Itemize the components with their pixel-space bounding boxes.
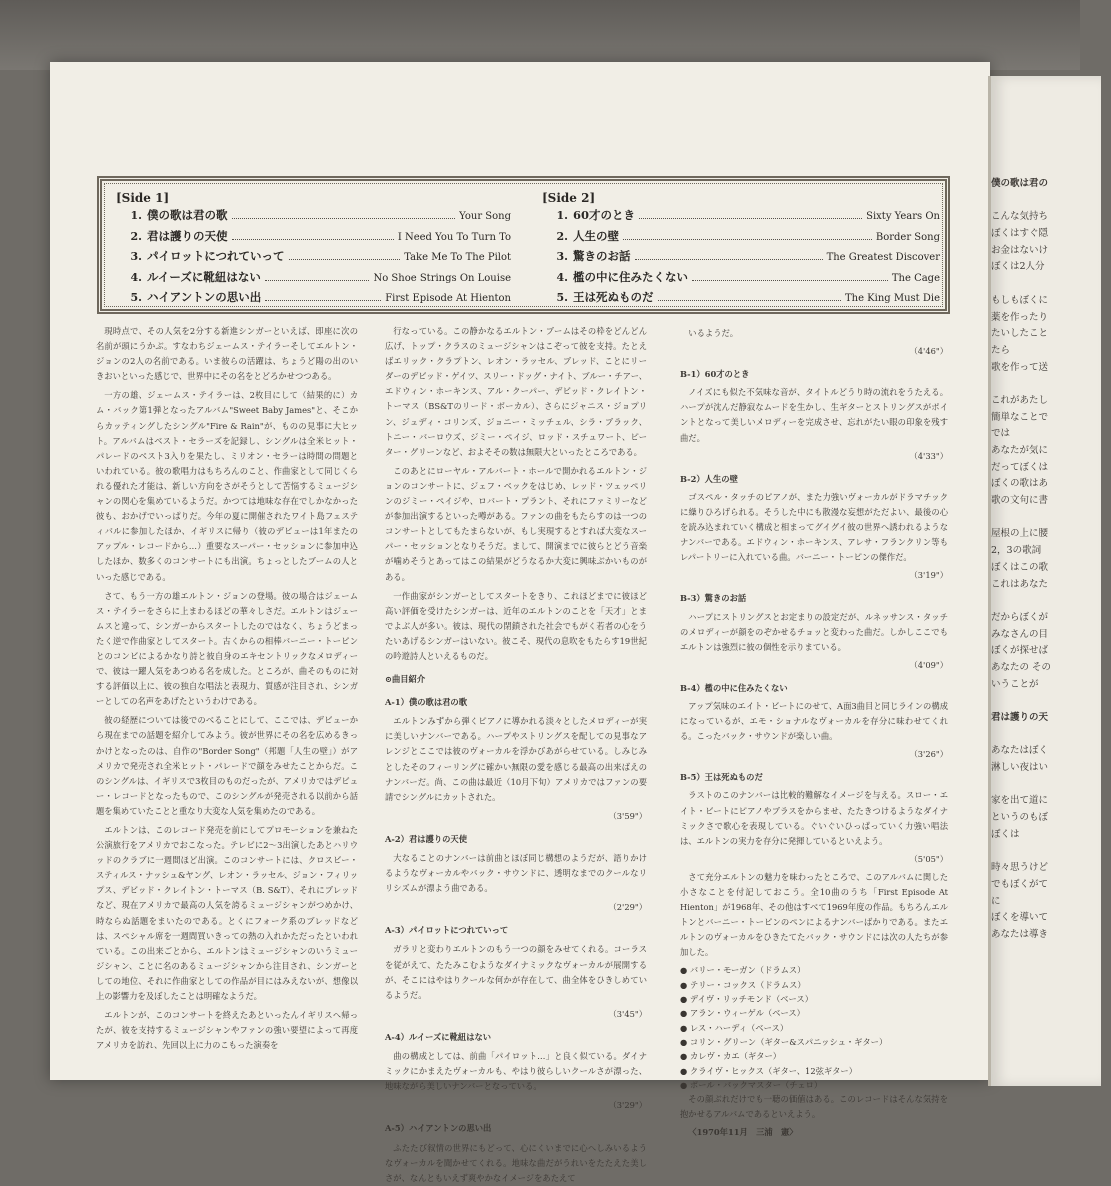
lyric-line: あなたの その — [991, 661, 1052, 673]
lyric-line: お金はないけ — [991, 244, 1049, 256]
lyric-line: でもぼくがて — [991, 878, 1049, 890]
leader-dots — [232, 239, 394, 240]
track-note-text: 曲の構成としては、前曲「パイロット…」と良く似ている。ダイナミックにかまえたヴォーカルも、やはり彼らしいクールさが漂った、地味ながら美しいナンバーとなっている。 — [385, 1051, 647, 1092]
track-title-japanese: 檻の中に住みたくない — [573, 269, 688, 284]
lyric-line: あなたが気に — [991, 445, 1049, 456]
track-note-title: A-1）僕の歌は君の歌 — [385, 697, 468, 708]
track-number: 2. — [556, 229, 568, 243]
track-number: 3. — [556, 250, 568, 263]
musician: ● デイヴ・リッチモンド（ベース） — [680, 992, 948, 1006]
track-note-text: ノイズにも似た不気味な音が、タイトルどうり時の流れをうたえる。ハープが沈んだ静寂なムードを生かし、生ギターとストリングスがポイントとなって美しいメロディーを完成させ、忘れがたい眼の印象を残す曲だ。 — [680, 387, 948, 443]
track-title-english: I Need You To Turn To — [397, 231, 511, 243]
track-row — [542, 248, 940, 269]
paragraph: 一方の雄、ジェームス・テイラーは、2枚目にして（結果的に）カム・バック第1弾となったアルバム"Sweet Baby James"と、そこからカッティングしたシングル"Fire & Rain"が、ものの見事に大ヒット。アルバムはベスト・セラーズを記録し、シングルは全米ヒット・パレードのベスト3入りを果たし、ミリオン・セラーは時間の問題といわれている。彼の歌唱力はもちろんのこと、作曲家として同じくられる優れた才能は、新しい方向をさがそうとして苦悩するミュージシャンの関心を集めているようだ。かつては地味な存在でしかなかった彼も、おかげでいっぱりだ。今年の夏に開催されたワイト島フェスティバルに参加したほか、イギリスに帰り（彼のデビューは1年またのアップル・レコードから…）重要なスーパー・セッションに参加申込したほか、数多くのコンサートにも出演。ちょっとしたブームの人といった感じである。 — [96, 390, 358, 582]
track-title-english: Your Song — [459, 211, 511, 222]
lyric-line: 淋しい夜はい — [991, 762, 1049, 774]
lyric-line: 時々思うけど — [991, 862, 1049, 874]
track-title-japanese: 驚きのお話 — [573, 249, 631, 263]
notes-column-2 — [385, 324, 647, 1183]
lyric-line: いうことが — [991, 678, 1039, 690]
track-title-japanese: パイロットにつれていって — [147, 249, 285, 263]
lyric-line — [991, 276, 1111, 293]
track-title-japanese: 人生の壁 — [573, 228, 619, 243]
track-title-japanese: ルイーズに靴紐はない — [147, 269, 261, 284]
track-duration: （3'26"） — [909, 749, 948, 760]
leader-dots — [692, 280, 888, 281]
paragraph: その顔ぶれだけでも一聴の価値はある。このレコードはそんな気持を抱かせるアルバムであるといえよう。 — [680, 1094, 948, 1120]
musician: ● アラン・ウィーゲル（ベース） — [680, 1006, 948, 1020]
track-duration: （2'29"） — [608, 902, 647, 913]
track-list-box — [97, 176, 950, 314]
lyric-line — [991, 376, 1111, 393]
track-duration: （4'46"） — [909, 346, 948, 357]
track-row — [542, 289, 940, 310]
track-title-japanese: 王は死ぬものだ — [573, 290, 654, 304]
paragraph: このあとにローヤル・アルバート・ホールで開かれるエルトン・ジョンのコンサートに、ジェフ・ベックをはじめ、レッド・ツェッペリンのジミー・ペイジや、ロバート・プラント、それにファミリーなどが参加出演するといった噂がある。ファンの曲をもたらすのは一つのコンサートとしてもたまらないが、もし実現するとすれば大変なスーパー・セッションとなりそうだ。まして、開演までに彼らとどう音楽が噛めそうとあってはこの結果がどうなるか大変に興味ぶかいものがある。 — [385, 465, 647, 582]
lyric-line: ぼくはこの歌 — [991, 561, 1049, 573]
paragraph: 現時点で、その人気を2分する新進シンガーといえば、即座に次の名前が頭にうかぶ。すなわちジェームス・テイラーそしてエルトン・ジョンの2人の名前である。いま彼らの活躍は、ちょうど陽の出のいきおいといった感じで、世界中にその名をとどろかせつつある。 — [96, 326, 358, 382]
lyric-line: 屋根の上に腰 — [991, 528, 1049, 540]
track-note-title: B-2）人生の壁 — [680, 473, 738, 484]
track-title-japanese: 60才のとき — [573, 208, 636, 222]
notes-column-3 — [680, 326, 948, 1138]
leader-dots — [635, 259, 823, 260]
lyric-line: だってぼくは — [991, 461, 1049, 473]
side-2-title: [Side 2] — [542, 191, 596, 205]
track-row — [116, 207, 511, 228]
paragraph: いるようだ。 — [688, 328, 739, 338]
musician: ● カレヴ・カエ（ギター） — [680, 1049, 948, 1063]
track-note-text: ハープにストリングスとお定まりの設定だが、ルネッサンス・タッチのメロディーが顔をのぞかせるチョッと変わった曲だ。しかしここでもエルトンは強烈に彼の個性を示りまている。 — [680, 611, 948, 652]
track-note-title: B-3）驚きのお話 — [680, 593, 747, 604]
lyric-line: ぼくを導いて — [991, 912, 1049, 924]
lyric-line — [991, 727, 1111, 744]
track-duration: （3'45"） — [608, 1008, 647, 1019]
track-duration: （3'29"） — [608, 1100, 647, 1111]
leader-dots — [232, 218, 456, 219]
lyrics-page-edge — [988, 76, 1101, 1086]
track-number: 4. — [556, 270, 568, 284]
lyric-line: 歌の文句に書 — [991, 495, 1049, 507]
notes-column-1 — [96, 324, 358, 1064]
track-note-text: アップ気味のエイト・ビートにのせて、A面3曲目と同じラインの構成になっているが、エモ・ショナルなヴォーカルを存分に味わせてくれる。こったバック・サウンドが楽しい曲。 — [680, 700, 948, 742]
lyric-line: に — [991, 895, 1001, 907]
leader-dots — [265, 280, 370, 281]
track-duration: （3'59"） — [608, 810, 647, 821]
track-note-title: A-2）君は護りの天使 — [385, 833, 468, 844]
track-title-english: First Episode At Hienton — [385, 293, 511, 304]
lyric-line: これがあたし — [991, 394, 1049, 406]
leader-dots — [623, 239, 872, 240]
lyric-line: 薬を作ったり — [991, 311, 1049, 323]
leader-dots — [289, 259, 401, 260]
lyric-line: たら — [991, 344, 1011, 356]
paragraph: 行なっている。この静かなるエルトン・ブームはその枠をどんどん広げ、トップ・クラスのミュージシャンはこぞって彼を支持。たとえばエリック・クラプトン、レオン・ラッセル、ブレッド、ことにリーダーのデビッド・ゲイツ、スリー・ドッグ・ナイト、ブルー・チアー、エドウィン・ホーキンス、アル・クーパー、デビッド・クレイトン・トーマス（BS&Tのリード・ボーカル）、さらにジャニス・ジョプリン、ジュディ・コリンズ、ジョニー・ミッチェル、シラ・ブラック、トニー・バーロウズ、ジミー・ペイジ、ロッド・スチュワート、ピーター・グリーンなど、およそその数は無限大といったところである。 — [385, 326, 647, 457]
track-number: 3. — [130, 250, 142, 263]
lyric-line: 君は護りの天 — [991, 712, 1049, 723]
side-1-title: [Side 1] — [116, 191, 170, 205]
track-number: 2. — [130, 229, 142, 243]
track-row — [542, 207, 940, 228]
lyric-line: ぼくは — [991, 828, 1020, 840]
track-title-english: The King Must Die — [844, 293, 940, 304]
paragraph: エルトンは、このレコード発売を前にしてプロモーションを兼ねた公演旅行をアメリカでおこなった。テレビに2〜3出演したあとハリウッドのクラブに一週間ほど出演。このコンサートには、クロスビー・スティルス・ナッシュ&ヤング、レオン・ラッセル、ジョン・フィリップス、デビッド・クレイトン・トーマス（B. S&T）、それにブレッドなど、現在アメリカで最高の人気を誇るミュージシャンがつめかけ、時ならぬ話題をまいたのである。とくにフォーク系のブレッドなどは、スペシャル席を一週間買いきっての熱の入れかただったといわれている。この出来ごとから、エルトンはミュージシャンのいうミュージシャン、ことに名のあるミュージシャンから注目され、シンガーとしての地位、それに作曲家としての作品が目にはみえないが、想像以上の影響力を及ぼしたことは明確なようだ。 — [96, 825, 358, 1002]
lyric-line — [991, 693, 1111, 710]
track-note-title: A-4）ルイーズに靴紐はない — [385, 1031, 492, 1042]
track-number: 5. — [556, 291, 568, 304]
side-2-tracklist — [542, 191, 940, 310]
track-duration: （4'33"） — [909, 450, 948, 461]
lyric-line: では — [991, 428, 1011, 440]
lyric-line: というのもぼ — [991, 812, 1049, 824]
track-row — [116, 269, 511, 290]
lyric-line: こんな気持ち — [991, 211, 1049, 223]
lyric-line — [991, 777, 1111, 794]
lyric-line: だからぼくが — [991, 611, 1049, 623]
musician: ● バリー・モーガン（ドラムス） — [680, 963, 948, 977]
track-title-english: The Cage — [891, 272, 940, 284]
paragraph: 一作曲家がシンガーとしてスタートをきり、これほどまでに彼ほど高い評価を受けたシンガーは、近年のエルトンのことを「天才」とまでよぶ人が多い。彼は、現代の閉鎖された社会でもがく若者の心をうたいあげるシンガーはいない。彼こそ、現代の息吹をもたらす19世紀の吟遊詩人といえるものだ。 — [385, 590, 647, 661]
track-row — [116, 248, 511, 269]
leader-dots — [639, 218, 862, 219]
track-title-english: Border Song — [875, 231, 940, 243]
track-title-japanese: ハイアントンの思い出 — [147, 290, 262, 304]
lyric-line: ぼくは2人分 — [991, 261, 1045, 273]
lyric-line: 2，3の歌詞 — [991, 545, 1042, 557]
musician: ● レス・ハーディ（ベース） — [680, 1021, 948, 1035]
track-title-english: No Shoe Strings On Louise — [373, 272, 511, 284]
lyric-line: ぼくはすぐ隠 — [991, 228, 1049, 240]
musician: ● コリン・グリーン（ギター&スパニッシュ・ギター） — [680, 1035, 948, 1049]
lyric-line: 簡単なことで — [991, 411, 1049, 423]
lyric-line: 僕の歌は君の — [991, 178, 1049, 189]
track-note-title: A-5）ハイアントンの思い出 — [385, 1123, 492, 1134]
track-title-english: Sixty Years On — [866, 211, 940, 222]
lyric-line — [991, 593, 1111, 610]
track-number: 5. — [130, 291, 142, 304]
track-note-title: A-3）パイロットにつれていって — [385, 925, 509, 936]
track-duration: （3'19"） — [909, 570, 948, 581]
track-row — [116, 228, 511, 249]
track-number: 4. — [130, 270, 142, 284]
musician: ● ポール・バックマスター（チェロ） — [680, 1078, 948, 1092]
lyric-line — [991, 844, 1111, 861]
track-title-english: Take Me To The Pilot — [404, 252, 511, 263]
lyric-line — [991, 193, 1111, 210]
track-note-text: ラストのこのナンバーは比較的難解なイメージを与える。スロー・エイト・ビートにピアノやブラスをからませ、たたきつけるようなダイナミックさで歌心を表現している。ぐいぐいひっぱっていく力強い唱法は、エルトンの実力を存分に発揮しているといえよう。 — [680, 790, 948, 846]
track-note-text: エルトンみずから弾くピアノに導かれる淡々としたメロディーが実に美しいナンバーである。ハープやストリングスを配しての見事なアレンジとここでは彼のヴォーカルを浮かびあがらせている。しみじみとしたそのフィーリングに確かい無限の愛を感じる最高の出来ばえのナンバーだ。尚、この曲は最近（10月下旬）アメリカではファンの要請でシングルにカットされた。 — [385, 716, 647, 802]
lyric-line: あなたはぼく — [991, 745, 1049, 757]
leader-dots — [265, 300, 381, 301]
musician-list — [680, 963, 948, 1092]
lyric-line: たいしたこと — [991, 328, 1049, 340]
musician: ● テリー・コックス（ドラムス） — [680, 978, 948, 992]
lyrics-lines — [991, 176, 1111, 944]
lyric-line — [991, 510, 1111, 527]
lyric-line: もしもぼくに — [991, 294, 1049, 306]
lyric-line: 家を出て道に — [991, 795, 1049, 807]
track-note-text: ガラリと変わりエルトンのもう一つの顔をみせてくれる。コーラスを従がえて、たたみこむようなダイナミックなヴォーカルが展開するが、そこにはやはりクールな何かが存在して、曲全体をひきしめているようだ。 — [385, 944, 647, 1000]
track-row — [542, 269, 940, 290]
side-1-tracklist — [116, 191, 511, 310]
track-duration: （4'09"） — [909, 659, 948, 670]
track-title-english: The Greatest Discover — [826, 252, 940, 263]
lyric-line: みなさんの目 — [991, 628, 1049, 640]
track-number: 1. — [556, 209, 568, 222]
paragraph: さて、もう一方の雄エルトン・ジョンの登場。彼の場合はジェームス・テイラーをさらに上まわるほどの華々しさだ。エルトンはジェームスと違って、シンガーからスタートしたのではなく、ちょうどまったく逆で作曲家としてスタート。古くからの相棒バーニー・トーピンとのコンビによるかなり詩と彼自身のエキセントリックなメロディーで、彼は一躍人気をあつめる名を成した。ところが、曲そのものに対する評価以上に、彼の独自な唱法と表現力、質感が注目され、シンガーとしての名声をあげたというわけである。 — [96, 590, 358, 707]
lyric-line: これはあなた — [991, 578, 1049, 590]
section-title: ⊙曲目紹介 — [385, 674, 426, 685]
track-title-japanese: 君は護りの天使 — [147, 228, 228, 243]
signature: 〈1970年11月 三浦 憲〉 — [688, 1127, 798, 1138]
background-strip — [0, 0, 1080, 70]
paragraph: さて充分エルトンの魅力を味わったところで、このアルバムに関した小さなことを付記しておこう。全10曲のうち「First Episode At Hienton」が1968年、その他はすべて1969年度の作品。もちろんエルトンとバーニー・トーピンのペンによるナンバーばかりである。またエルトンのヴォーカルをひきたてたバック・サウンドには次の人たちが参加した。 — [680, 871, 948, 958]
leader-dots — [658, 300, 841, 301]
track-note-text: ふたたび叙情の世界にもどって、心にくいまでに心へしみいるようなヴォーカルを聞かせてくれる。地味な曲だがうれいをたたえた美しさが、なんともいえず爽やかなイメージをあたえて — [385, 1142, 647, 1183]
track-note-text: 大なることのナンバーは前曲とほぼ同じ構想のようだが、語りかけるようなヴォーカルやバック・サウンドに、透明なまでのクールなリリシズムが漂よう曲である。 — [385, 853, 647, 894]
lyric-line: ぼくが探せば — [991, 645, 1049, 657]
track-duration: （5'05"） — [909, 853, 948, 864]
track-row — [116, 289, 511, 310]
lyric-line: 歌を作って送 — [991, 361, 1049, 373]
track-row — [542, 228, 940, 249]
paragraph: エルトンが、このコンサートを終えたあといったんイギリスへ帰ったが、彼を支持するミュージシャンやファンの強い要望によって再度アメリカを訪れ、先回以上に力のこもった演奏を — [96, 1010, 358, 1051]
lyric-line: ぼくの歌はあ — [991, 478, 1049, 490]
track-note-title: B-5）王は死ぬものだ — [680, 772, 763, 783]
track-note-title: B-4）檻の中に住みたくない — [680, 682, 788, 693]
track-note-text: ゴスペル・タッチのピアノが、また力強いヴォーカルがドラマチックに繰りひろげられる。そうした中にも散漫な妄想がただよい、最後の心を読み込まれていく構成と相まってグイグイ彼の世界へ誘われるようなナンバーである。エドウィン・ホーキンス、アレサ・フランクリン等もレパートリーに入れている曲。バーニー・トーピンの傑作だ。 — [680, 491, 948, 563]
track-note-title: B-1）60才のとき — [680, 369, 750, 380]
paragraph: 彼の経歴については後でのべることにして、ここでは、デビューから現在までの話題を紹介してみよう。彼が世界にその名を広めるきっかけとなったのは、自作の"Border Song"（邦題「人生の壁」）がアメリカで発売され全米ヒット・パレードで顔をみせたことからだ。このシングルは、イギリスで3枚目のものだったが、アメリカではデビュー・レコードとなったもので、このシングルが発売される以前から話題を集めていたことと重なり大変な人気を集めたのである。 — [96, 715, 358, 816]
track-title-japanese: 僕の歌は君の歌 — [147, 208, 228, 222]
musician: ● クライヴ・ヒックス（ギター、12弦ギター） — [680, 1064, 948, 1078]
lyric-line: あなたは導き — [991, 928, 1049, 940]
track-number: 1. — [130, 209, 142, 222]
